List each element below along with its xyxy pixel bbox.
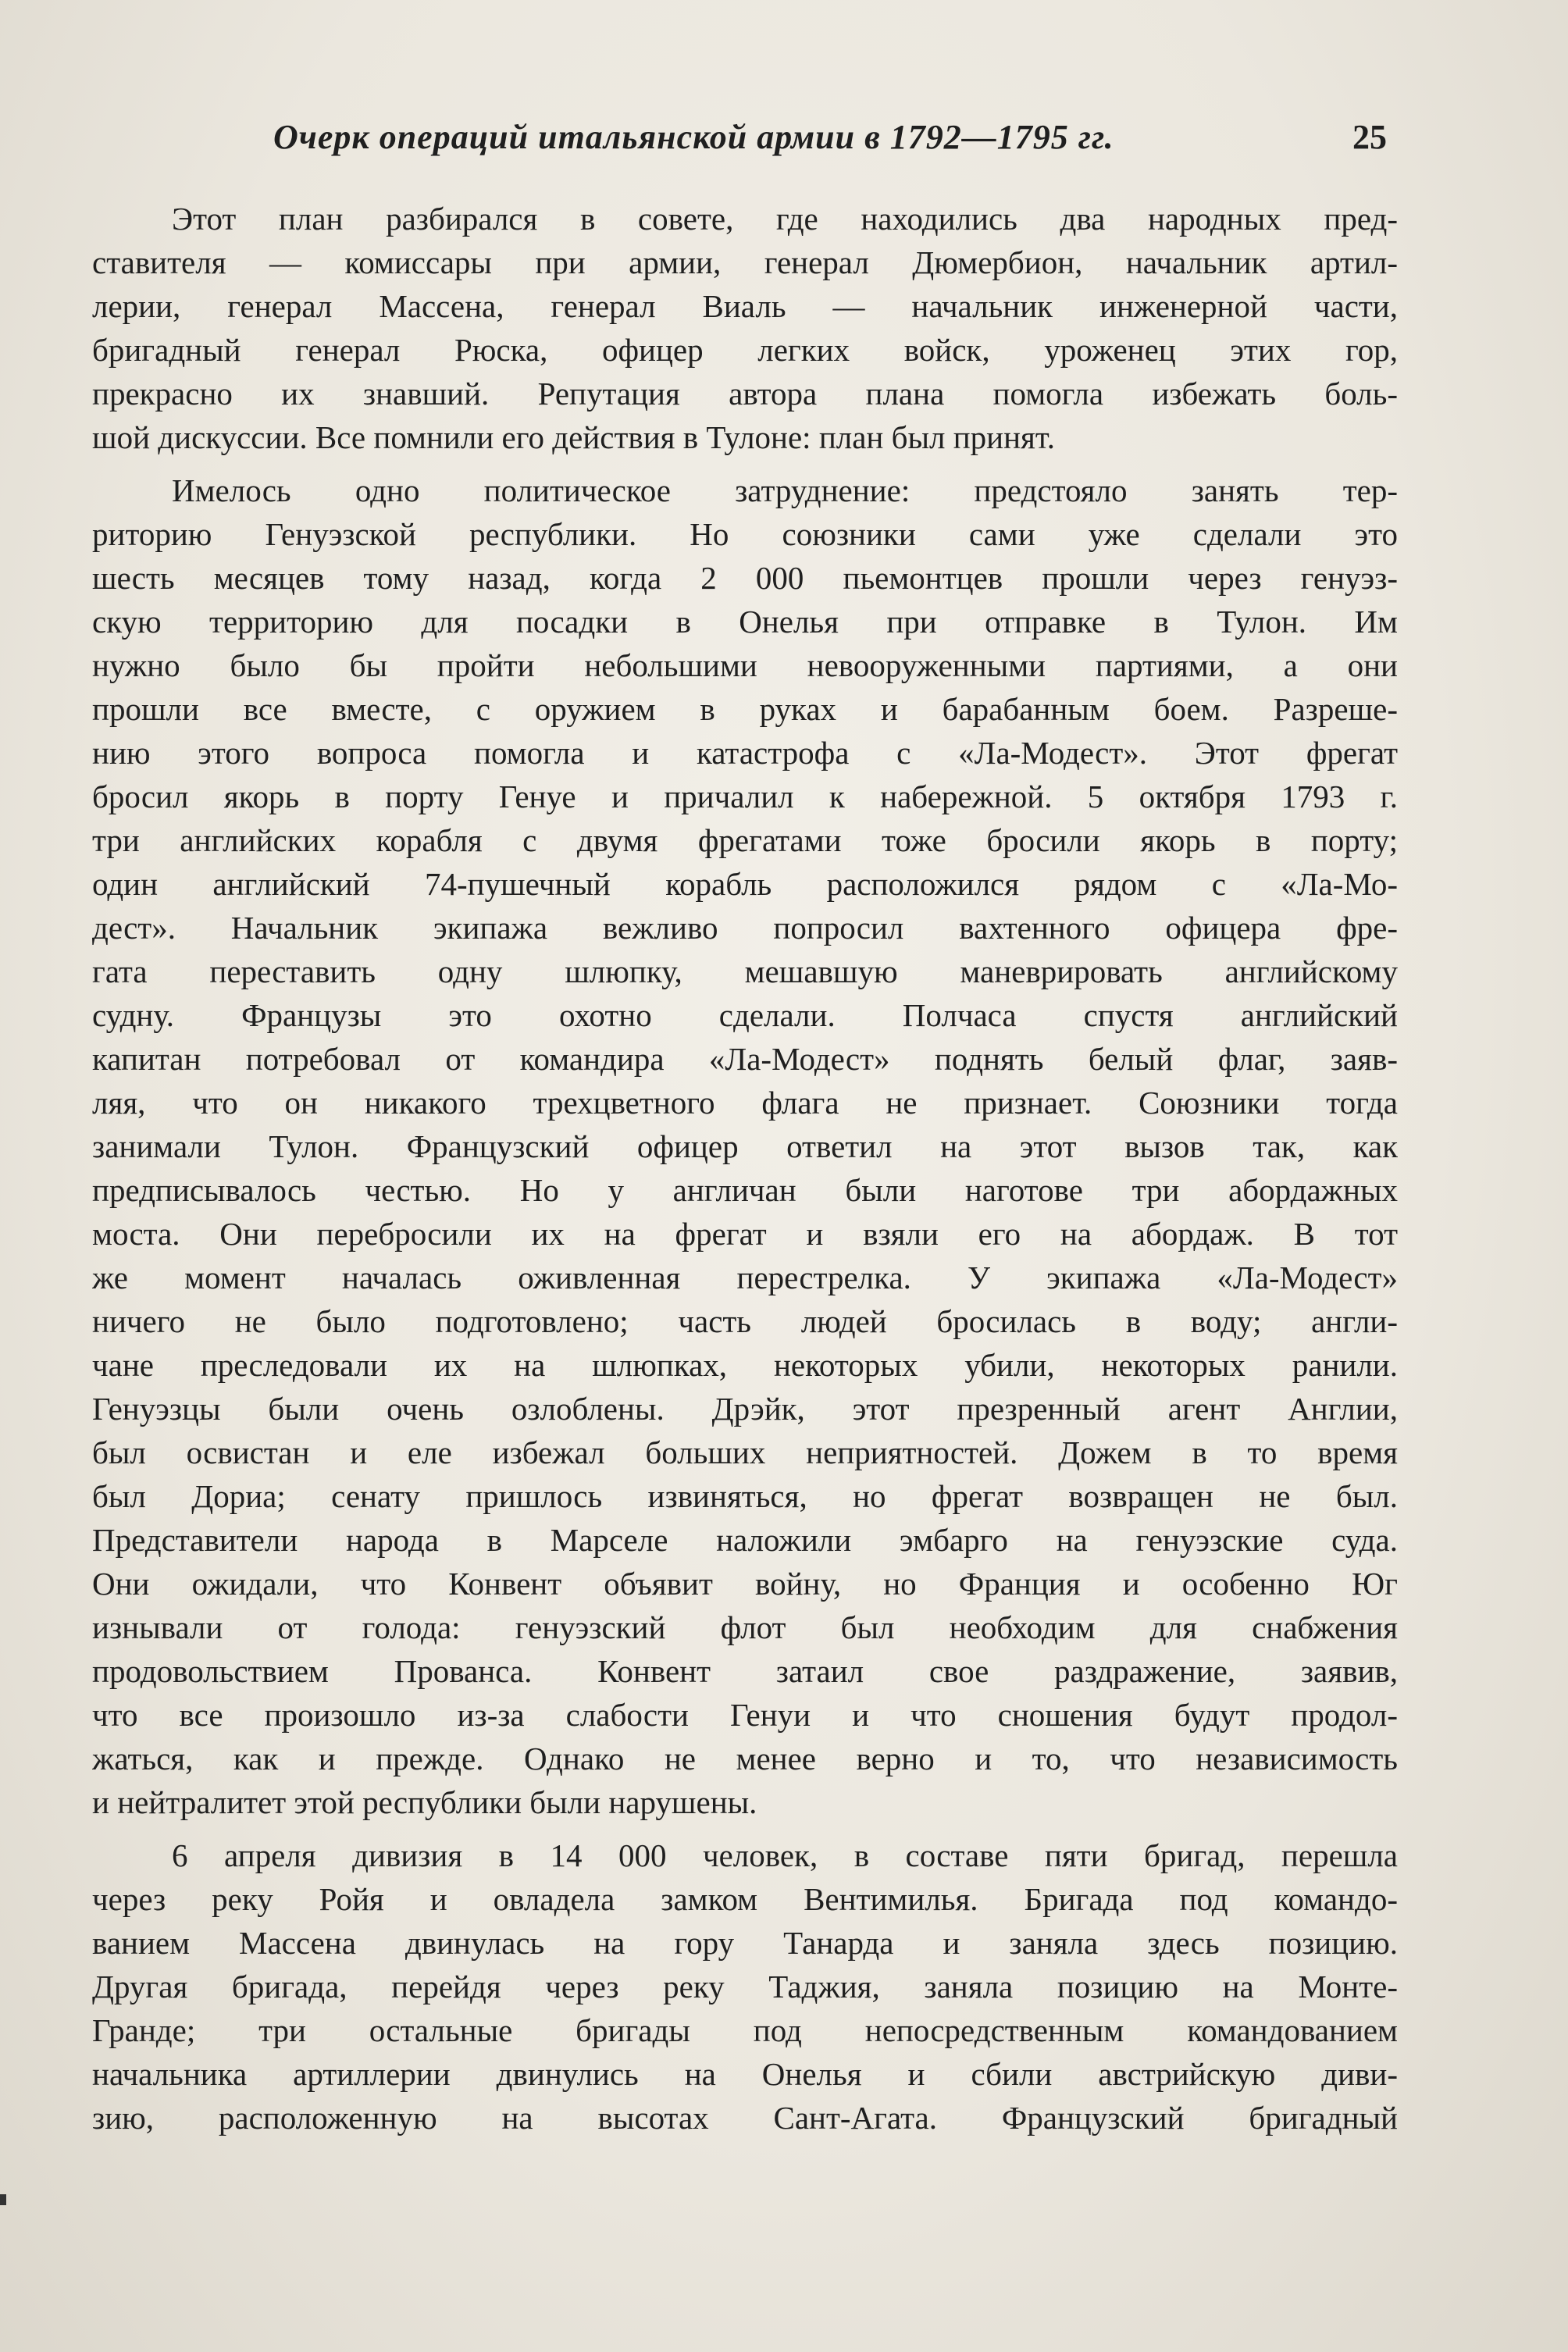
- text-line: предписывалось честью. Но у англичан были наготове три абордажных: [92, 1172, 1398, 1208]
- text-line: гата переставить одну шлюпку, мешавшую маневрировать английскому: [92, 953, 1398, 989]
- paragraph: [92, 197, 1398, 459]
- text-line: прекрасно их знавший. Репутация автора плана помогла избежать боль-: [92, 376, 1398, 412]
- paragraph: [92, 469, 1398, 1824]
- text-line: дест». Начальник экипажа вежливо попросил вахтенного офицера фре-: [92, 910, 1398, 946]
- text-line: чане преследовали их на шлюпках, некоторых убили, некоторых ранили.: [92, 1347, 1398, 1383]
- page-number: 25: [1352, 118, 1387, 156]
- text-line: зию, расположенную на высотах Сант-Агата. Французский бригадный: [92, 2100, 1398, 2136]
- text-line: моста. Они перебросили их на фрегат и взяли его на абордаж. В тот: [92, 1216, 1398, 1252]
- text-line: шесть месяцев тому назад, когда 2 000 пьемонтцев прошли через генуэз-: [92, 560, 1398, 596]
- text-line: скую территорию для посадки в Онелья при отправке в Тулон. Им: [92, 604, 1398, 640]
- text-line: жаться, как и прежде. Однако не менее верно и то, что независимость: [92, 1741, 1398, 1776]
- text-line: бригадный генерал Рюска, офицер легких войск, уроженец этих гор,: [92, 332, 1398, 368]
- text-line: шой дискуссии. Все помнили его действия в Тулоне: план был принят.: [92, 419, 1056, 455]
- text-line: продовольствием Прованса. Конвент затаил свое раздражение, заявив,: [92, 1653, 1398, 1689]
- text-line: Гранде; три остальные бригады под непосредственным командованием: [92, 2012, 1398, 2048]
- text-line: Другая бригада, перейдя через реку Таджия, заняла позицию на Монте-: [92, 1969, 1398, 2005]
- text-line: начальника артиллерии двинулись на Онелья и сбили австрийскую диви-: [92, 2056, 1398, 2092]
- page-header: [0, 117, 1568, 172]
- text-line: изнывали от голода: генуэзский флот был необходим для снабжения: [92, 1609, 1398, 1645]
- text-line: и нейтралитет этой республики были нарушены.: [92, 1784, 757, 1820]
- margin-mark: [0, 2194, 6, 2205]
- text-line: риторию Генуэзской республики. Но союзники сами уже сделали это: [92, 516, 1398, 552]
- text-line: 6 апреля дивизия в 14 000 человек, в составе пяти бригад, перешла: [172, 1837, 1398, 1873]
- text-line: капитан потребовал от командира «Ла-Модест» поднять белый флаг, заяв-: [92, 1041, 1398, 1077]
- text-line: нужно было бы пройти небольшими невооруженными партиями, а они: [92, 647, 1398, 683]
- text-line: Генуэзцы были очень озлоблены. Дрэйк, этот презренный агент Англии,: [92, 1391, 1398, 1427]
- text-line: был Дориа; сенату пришлось извиняться, но фрегат возвращен не был.: [92, 1478, 1398, 1514]
- text-line: ляя, что он никакого трехцветного флага не признает. Союзники тогда: [92, 1085, 1398, 1121]
- text-line: занимали Тулон. Французский офицер ответил на этот вызов так, как: [92, 1128, 1398, 1164]
- text-line: ванием Массена двинулась на гору Танарда и заняла здесь позицию.: [92, 1925, 1398, 1961]
- text-line: Этот план разбирался в совете, где находились два народных пред-: [172, 201, 1398, 237]
- text-line: Имелось одно политическое затруднение: предстояло занять тер-: [172, 472, 1398, 508]
- text-line: ставителя — комиссары при армии, генерал Дюмербион, начальник артил-: [92, 244, 1398, 280]
- text-line: Представители народа в Марселе наложили эмбарго на генуэзские суда.: [92, 1522, 1398, 1558]
- text-line: через реку Ройя и овладела замком Вентимилья. Бригада под командо-: [92, 1881, 1398, 1917]
- text-line: Они ожидали, что Конвент объявит войну, но Франция и особенно Юг: [92, 1566, 1398, 1602]
- text-line: был освистан и еле избежал больших неприятностей. Дожем в то время: [92, 1434, 1398, 1470]
- text-line: бросил якорь в порту Генуе и причалил к набережной. 5 октября 1793 г.: [92, 779, 1398, 814]
- text-line: один английский 74-пушечный корабль расположился рядом с «Ла-Мо-: [92, 866, 1398, 902]
- running-head: Очерк операций итальянской армии в 1792—1795 гг.: [273, 118, 1114, 156]
- text-line: прошли все вместе, с оружием в руках и барабанным боем. Разреше-: [92, 691, 1398, 727]
- text-line: три английских корабля с двумя фрегатами тоже бросили якорь в порту;: [92, 822, 1398, 858]
- text-line: что все произошло из-за слабости Генуи и что сношения будут продол-: [92, 1697, 1398, 1733]
- text-line: судну. Французы это охотно сделали. Полчаса спустя английский: [92, 997, 1398, 1033]
- text-line: лерии, генерал Массена, генерал Виаль — начальник инженерной части,: [92, 288, 1398, 324]
- paragraph: [92, 1833, 1398, 2140]
- text-line: же момент началась оживленная перестрелка. У экипажа «Ла-Модест»: [92, 1260, 1398, 1295]
- page-body: [92, 197, 1398, 2140]
- text-line: ничего не было подготовлено; часть людей бросилась в воду; англи-: [92, 1303, 1398, 1339]
- text-line: нию этого вопроса помогла и катастрофа с «Ла-Модест». Этот фрегат: [92, 735, 1398, 771]
